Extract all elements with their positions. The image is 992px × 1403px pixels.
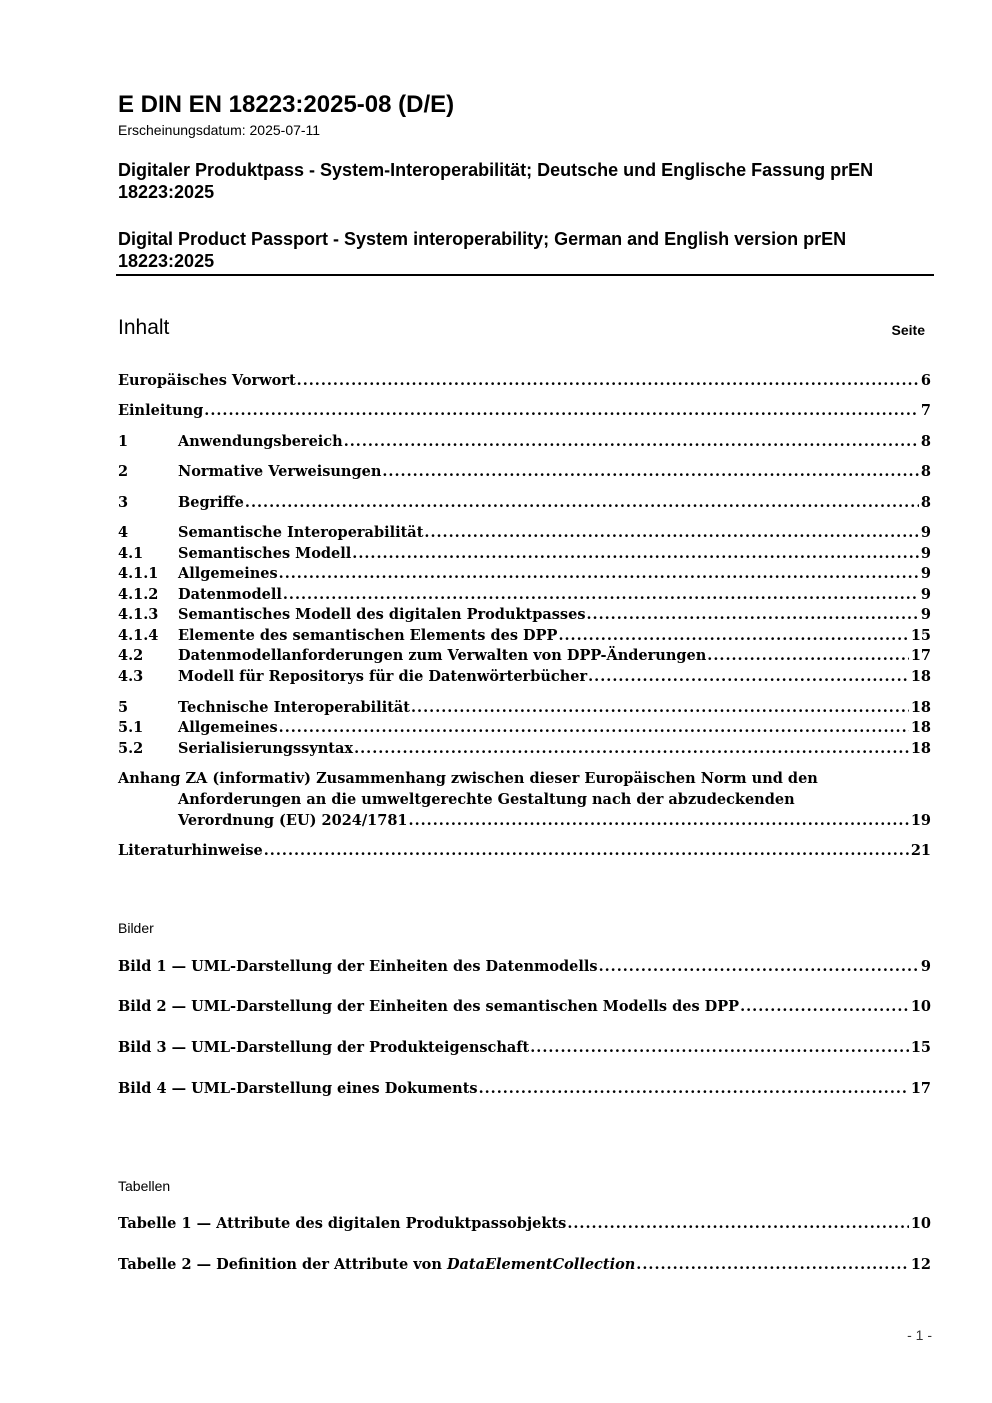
- figure-entry-title: Bild 2 — UML-Darstellung der Einheiten des semantischen Modells des DPP: [118, 998, 740, 1015]
- toc-entry-page: 19: [910, 812, 931, 829]
- table-entry[interactable]: [118, 1255, 931, 1275]
- title-german: Digitaler Produktpass - System-Interoperabilität; Deutsche und Englische Fassung prEN 18223:2025: [118, 160, 874, 202]
- toc-entry-number: 4.2: [118, 647, 144, 664]
- toc-entry-number: 3: [118, 494, 129, 511]
- toc-entry-title: Normative Verweisungen: [178, 463, 382, 480]
- toc-entry-page: 6: [920, 372, 931, 389]
- toc-entry-title: Semantisches Modell: [178, 545, 352, 562]
- toc-entry-page: 21: [910, 842, 931, 859]
- toc-entry-title: Begriffe: [178, 494, 244, 511]
- toc-entry[interactable]: [118, 585, 931, 605]
- toc-entry[interactable]: [118, 401, 931, 421]
- header-divider: [116, 274, 934, 276]
- toc-entry-number: 4.1.3: [118, 606, 159, 623]
- toc-entry-number: 2: [118, 463, 129, 480]
- toc-entry-page: 8: [920, 494, 931, 511]
- toc-entry-page: 8: [920, 463, 931, 480]
- toc-entry-title: Elemente des semantischen Elements des DPP: [178, 627, 558, 644]
- toc-entry-title: Modell für Repositorys für die Datenwörterbücher: [178, 668, 588, 685]
- toc-entry-page: 9: [920, 606, 931, 623]
- figure-entry[interactable]: [118, 1038, 931, 1058]
- toc-entry-title: Datenmodell: [178, 586, 282, 603]
- figure-entry[interactable]: [118, 997, 931, 1017]
- document-id: E DIN EN 18223:2025-08 (D/E): [118, 91, 455, 118]
- toc-entry[interactable]: [118, 432, 931, 452]
- toc-annex-line-2: Anforderungen an die umweltgerechte Gestaltung nach der abzudeckenden: [178, 791, 795, 808]
- toc-entry-page: 18: [910, 699, 931, 716]
- toc-entry-number: 4.1.1: [118, 565, 159, 582]
- toc-entry[interactable]: [118, 605, 931, 625]
- toc-entry-number: 4: [118, 524, 129, 541]
- toc-entry-page: 7: [920, 402, 931, 419]
- toc-entry-title: Technische Interoperabilität: [178, 699, 410, 716]
- toc-entry-number: 4.1: [118, 545, 144, 562]
- table-entry-title-prefix: Tabelle 2 — Definition der Attribute von: [118, 1256, 447, 1273]
- table-entry-title: [118, 1255, 635, 1275]
- toc-bibliography-entry[interactable]: [118, 841, 931, 861]
- toc-entry-page: 18: [910, 668, 931, 685]
- toc-entry-title: Allgemeines: [178, 719, 278, 736]
- figure-entry[interactable]: [118, 957, 931, 977]
- toc-entry-page: 9: [920, 586, 931, 603]
- publication-date: Erscheinungsdatum: 2025-07-11: [118, 122, 321, 138]
- figure-entry-page: 9: [920, 958, 931, 975]
- toc-entry-page: 18: [910, 740, 931, 757]
- toc-entry-page: 9: [920, 545, 931, 562]
- toc-annex-entry[interactable]: [178, 811, 931, 831]
- toc-entry-title: Semantisches Modell des digitalen Produktpasses: [178, 606, 586, 623]
- figure-entry-title: Bild 1 — UML-Darstellung der Einheiten des Datenmodells: [118, 958, 598, 975]
- toc-entry-title: Europäisches Vorwort: [118, 372, 296, 389]
- table-entry-page: 10: [910, 1215, 931, 1232]
- toc-entry-title: Serialisierungssyntax: [178, 740, 354, 757]
- toc-entry-title: Anwendungsbereich: [178, 433, 343, 450]
- page-column-label: Seite: [891, 322, 925, 338]
- toc-entry-title: Einleitung: [118, 402, 204, 419]
- toc-entry-page: 9: [920, 565, 931, 582]
- toc-entry[interactable]: [118, 493, 931, 513]
- toc-entry-number: 4.3: [118, 668, 144, 685]
- toc-entry-title: Datenmodellanforderungen zum Verwalten von DPP-Änderungen: [178, 647, 707, 664]
- figure-entry[interactable]: [118, 1079, 931, 1099]
- toc-entry[interactable]: [118, 523, 931, 543]
- toc-entry-title: Semantische Interoperabilität: [178, 524, 424, 541]
- toc-heading: Inhalt: [118, 316, 170, 339]
- toc-annex-line-1[interactable]: Anhang ZA (informativ) Zusammenhang zwischen dieser Europäischen Norm und den: [118, 770, 818, 787]
- toc-entry[interactable]: [118, 544, 931, 564]
- figure-entry-page: 17: [910, 1080, 931, 1097]
- table-entry-page: 12: [910, 1256, 931, 1273]
- figure-entry-title: Bild 3 — UML-Darstellung der Produkteigenschaft: [118, 1039, 530, 1056]
- toc-entry-number: 5: [118, 699, 129, 716]
- toc-entry[interactable]: [118, 667, 931, 687]
- toc-entry[interactable]: [118, 462, 931, 482]
- toc-entry-title: Allgemeines: [178, 565, 278, 582]
- toc-entry-number: 5.2: [118, 740, 144, 757]
- figures-section-label: Bilder: [118, 920, 154, 936]
- toc-entry[interactable]: [118, 739, 931, 759]
- toc-entry-title: Literaturhinweise: [118, 842, 263, 859]
- toc-entry-page: 17: [910, 647, 931, 664]
- page-number: - 1 -: [907, 1327, 932, 1343]
- toc-entry-number: 5.1: [118, 719, 144, 736]
- toc-entry[interactable]: [118, 718, 931, 738]
- figure-entry-page: 15: [910, 1039, 931, 1056]
- toc-entry[interactable]: [118, 564, 931, 584]
- toc-entry-page: 18: [910, 719, 931, 736]
- toc-entry-page: 8: [920, 433, 931, 450]
- toc-entry[interactable]: [118, 371, 931, 391]
- toc-entry-number: 1: [118, 433, 129, 450]
- table-entry-title: Tabelle 1 — Attribute des digitalen Produktpassobjekts: [118, 1215, 567, 1232]
- toc-entry-number: 4.1.2: [118, 586, 159, 603]
- title-english: Digital Product Passport - System interoperability; German and English version prEN 18223:2025: [118, 229, 847, 271]
- toc-entry-page: 9: [920, 524, 931, 541]
- toc-entry[interactable]: [118, 698, 931, 718]
- toc-entry[interactable]: [118, 646, 931, 666]
- figure-entry-page: 10: [910, 998, 931, 1015]
- table-entry-title-italic: DataElementCollection: [446, 1256, 636, 1273]
- table-entry[interactable]: [118, 1214, 931, 1234]
- toc-entry[interactable]: [118, 626, 931, 646]
- toc-entry-page: 15: [910, 627, 931, 644]
- figure-entry-title: Bild 4 — UML-Darstellung eines Dokuments: [118, 1080, 478, 1097]
- tables-section-label: Tabellen: [118, 1178, 171, 1194]
- toc-entry-number: 4.1.4: [118, 627, 159, 644]
- toc-entry-title: Verordnung (EU) 2024/1781: [178, 812, 408, 829]
